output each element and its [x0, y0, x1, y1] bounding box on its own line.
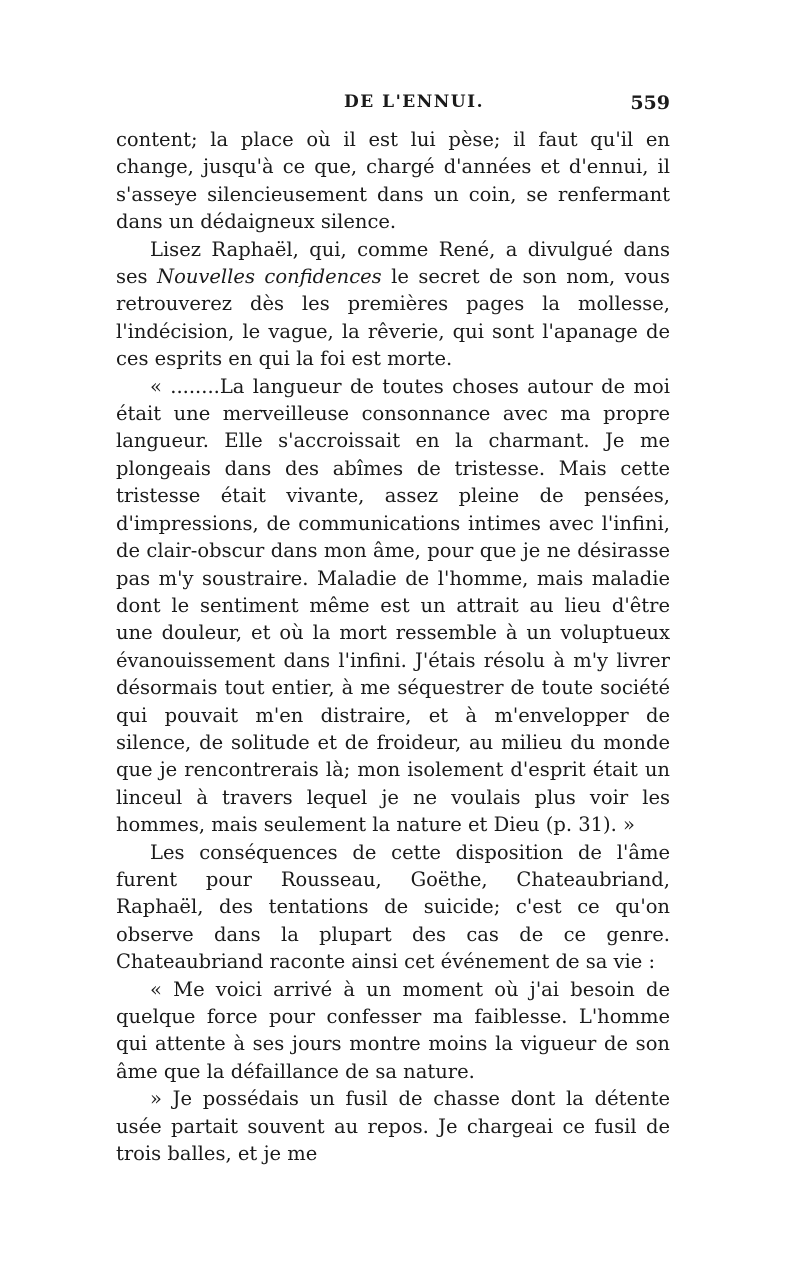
paragraph-continuation: content; la place où il est lui pèse; il faut qu'il en change, jusqu'à ce que, chargé d'années et d'ennui, il s'asseye silencieusement dans un coin, se renfermant dans un dédaigneux silence.: [116, 128, 670, 234]
paragraph-consequences: Les conséquences de cette disposition de l'âme furent pour Rousseau, Goëthe, Chateaubriand, Raphaël, des tentations de suicide; c'est ce qu'on observe dans la plupart des cas de ce genre. Chateaubriand raconte ainsi cet événement de sa vie :: [116, 840, 670, 974]
paragraph-quotation-raphael: « ........La langueur de toutes choses autour de moi était une merveilleuse consonnance avec ma propre langueur. Elle s'accroissait en la charmant. Je me plongeais dans des abîmes de tristesse. Mais cette tristesse était vivante, assez pleine de pensées, d'impressions, de communications intimes avec l'infini, de clair-obscur dans mon âme, pour que je ne désirasse pas m'y soustraire. Maladie de l'homme, mais maladie dont le sentiment même est un attrait au lieu d'être une douleur, et où la mort ressemble à un voluptueux évanouissement dans l'infini. J'étais résolu à m'y livrer désormais tout entier, à me séquestrer de toute société qui pouvait m'en distraire, et à m'envelopper de silence, de solitude et de froideur, au milieu du monde que je rencontrerais là; mon isolement d'esprit était un linceul à travers lequel je ne voulais plus voir les hommes, mais seulement la nature et Dieu (p. 31). »: [116, 374, 670, 837]
paragraph-fusil: » Je possédais un fusil de chasse dont la détente usée partait souvent au repos. Je chargeai ce fusil de trois balles, et je me: [116, 1087, 670, 1166]
running-title: DE L'ENNUI.: [344, 92, 485, 112]
paragraph-quotation-chateaubriand: « Me voici arrivé à un moment où j'ai besoin de quelque force pour confesser ma faiblesse. L'homme qui attente à ses jours montre moins la vigueur de son âme que la défaillance de sa nature.: [116, 977, 670, 1083]
paragraph-raphael-start: Lisez Raphaël, qui, comme René, a divulgué dans ses: [116, 237, 670, 289]
paragraph-raphael: [116, 236, 670, 373]
paragraph-raphael-end: le secret de son nom, vous retrouverez dès les premières pages la mollesse, l'indécision, le vague, la rêverie, qui sont l'apanage de ces esprits en qui la foi est morte.: [116, 265, 670, 371]
book-title-italic: Nouvelles confidences: [157, 265, 382, 289]
running-head: [116, 92, 670, 126]
text-body: [116, 126, 670, 1167]
page-number: 559: [630, 92, 670, 114]
